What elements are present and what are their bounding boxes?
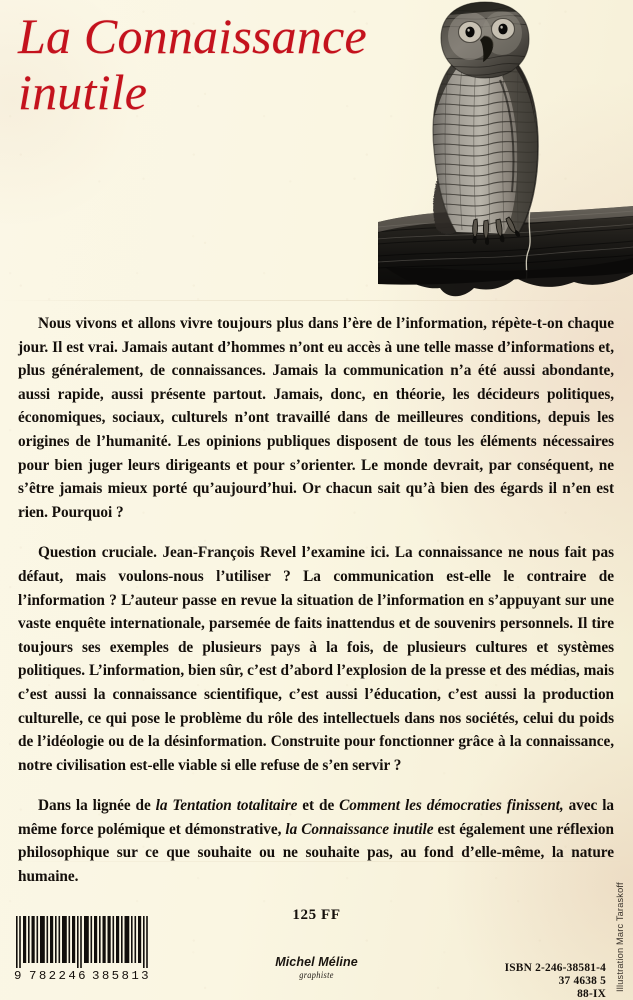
blurb-p3-text-4: est également une réflexion philosophique sur ce que souhaite ou ne souhaite pas, au fond d’elle-même, la nature humaine. — [18, 820, 614, 886]
publisher-tagline: graphiste — [299, 970, 334, 980]
blurb-paragraph-2: Question cruciale. Jean-François Revel l’examine ici. La connaissance ne nous fait pas défaut, mais voulons-nous l’utiliser ? La communication est-elle le contraire de l’information ? L’auteur passe en revue la situation de l’information en s’appuyant sur une vaste enquête internationale, parsemée de faits inattendus et de souvenirs personnels. Il tire toujours ses exemples de plusieurs pays à la fois, de plusieurs cultures et systèmes politiques. L’information, bien sûr, c’est d’abord l’explosion de la presse et des médias, mais c’est aussi la connaissance scientifique, c’est aussi l’éducation, c’est aussi la production culturelle, ce qui pose le problème du rôle des intellectuels dans nos sociétés, celui du poids de l’idéologie ou de la désinformation. Construite pour fonctionner grâce à la connaissance, notre civilisation est-elle viable si elle refuse de s’en servir ? — [18, 544, 614, 774]
barcode-leading-digit: 9 — [14, 969, 22, 983]
barcode-bars — [14, 916, 152, 968]
barcode-group-1: 782246 — [28, 969, 88, 983]
price-label: 125 FF — [292, 907, 341, 923]
blurb-paragraph-3 — [18, 794, 614, 888]
blurb-p3-text-1: Dans la lignée de — [38, 797, 156, 815]
illustration-credit: Illustration Marc Taraskoff — [615, 882, 625, 992]
barcode-group-2: 385813 — [91, 969, 151, 983]
referenced-title-2: Comment les démocraties finissent, — [339, 797, 564, 815]
book-title-line-2: inutile — [18, 64, 148, 120]
blurb-paragraph-1: Nous vivons et allons vivre toujours plus dans l’ère de l’information, répète-t-on chaque jour. Il est vrai. Jamais autant d’hommes n’ont eu accès à une telle masse d’informations et, plus généralement, de connaissances. Jamais la communication n’a été aussi abondante, aussi rapide, aussi présente partout. Jamais, donc, en théorie, les décideurs politiques, économiques, sociaux, culturels n’ont travaillé dans de meilleures conditions, depuis les origines de l’humanité. Les opinions publiques disposent de tous les éléments nécessaires pour bien juger leurs dirigeants et pour s’orienter. Le monde devrait, par conséquent, ne s’être jamais mieux porté qu’aujourd’hui. Or chacun sait qu’à bien des égards il n’en est rien. Pourquoi ? — [18, 315, 614, 521]
book-title-line-1: La Connaissance — [18, 8, 367, 64]
internal-code: 37 4638 5 — [558, 975, 606, 988]
ean-barcode — [14, 916, 154, 983]
owl-body — [428, 58, 544, 234]
blurb-p3-text-2: et de — [297, 797, 340, 815]
barcode-digits — [14, 969, 162, 983]
isbn-number: ISBN 2-246-38581-4 — [504, 962, 606, 974]
book-title — [18, 8, 418, 120]
referenced-title-3: la Connaissance inutile — [285, 820, 434, 838]
paper-crease-line — [0, 300, 633, 301]
isbn-block — [505, 962, 606, 1000]
referenced-title-1: la Tentation totalitaire — [155, 797, 298, 815]
owl-illustration — [378, 0, 633, 300]
blurb-p3-text-3: avec la même force polémique et démonstrative, — [18, 797, 614, 838]
back-cover-blurb — [18, 312, 614, 889]
publisher-name: Michel Méline — [275, 955, 358, 969]
edition-code: 88-IX — [577, 988, 606, 1000]
